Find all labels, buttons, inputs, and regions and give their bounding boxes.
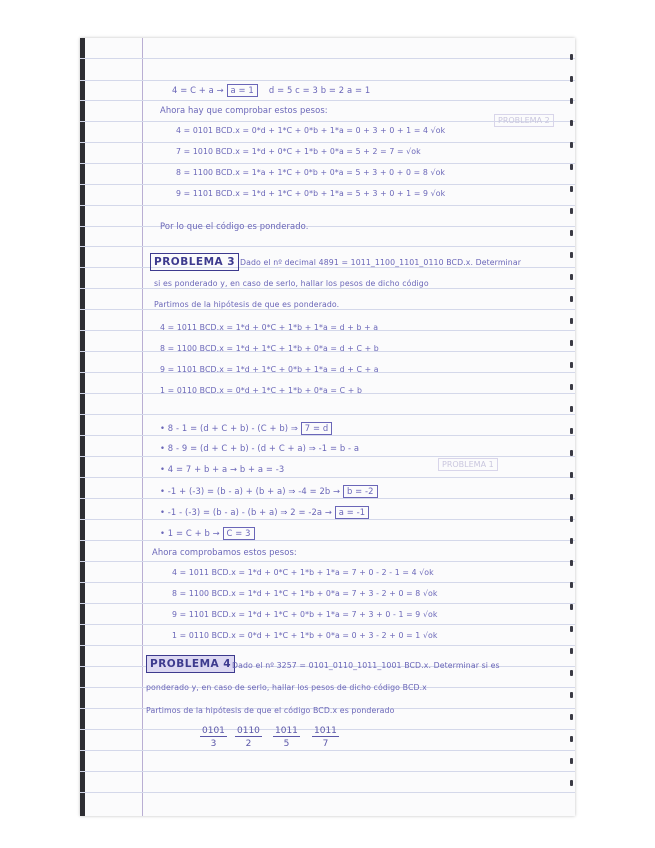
perforation-mark — [570, 230, 573, 236]
perforation-mark — [570, 560, 573, 566]
perforation-mark — [570, 208, 573, 214]
derivation-line — [160, 422, 332, 435]
problem-text: Dado el nº 3257 = 0101_0110_1011_1001 BCD.x. Determinar si es — [232, 661, 500, 670]
perforation-mark — [570, 494, 573, 500]
derivation-text: • 1 = C + b → — [160, 528, 220, 538]
conclusion-line: Por lo que el código es ponderado. — [160, 221, 309, 231]
ruled-line — [80, 792, 575, 793]
weights-result-line — [172, 84, 370, 97]
perforation-mark — [570, 516, 573, 522]
perforation-mark — [570, 450, 573, 456]
ruled-line — [80, 58, 575, 59]
check-line: 1 = 0110 BCD.x = 0*d + 1*C + 1*b + 0*a = 0 + 3 - 2 + 0 = 1 √ok — [172, 631, 438, 640]
perforation-mark — [570, 120, 573, 126]
boxed-result: a = -1 — [335, 506, 369, 519]
ruled-line — [80, 561, 575, 562]
ruled-line — [80, 226, 575, 227]
check-line: 4 = 0101 BCD.x = 0*d + 1*C + 0*b + 1*a = 0 + 3 + 0 + 1 = 4 √ok — [176, 126, 446, 135]
ruled-line — [80, 309, 575, 310]
note-line: Ahora hay que comprobar estos pesos: — [160, 105, 328, 115]
problem-text: ponderado y, en caso de serlo, hallar los pesos de dicho código BCD.x — [146, 683, 427, 692]
ruled-line — [80, 477, 575, 478]
bcd-digit-group — [200, 726, 227, 749]
check-line: 7 = 1010 BCD.x = 1*d + 0*C + 1*b + 0*a = 5 + 2 = 7 = √ok — [176, 147, 421, 156]
perforation-mark — [570, 604, 573, 610]
ruled-line — [80, 498, 575, 499]
ruled-line — [80, 519, 575, 520]
boxed-result: 7 = d — [301, 422, 333, 435]
ruled-line — [80, 603, 575, 604]
check-line: 8 = 1100 BCD.x = 1*d + 1*C + 1*b + 0*a = 7 + 3 - 2 + 0 = 8 √ok — [172, 589, 438, 598]
notebook-page — [80, 38, 575, 816]
problem-text: si es ponderado y, en caso de serlo, hallar los pesos de dicho código — [154, 279, 429, 288]
perforation-mark — [570, 252, 573, 258]
check-line: 9 = 1101 BCD.x = 1*d + 1*C + 0*b + 1*a = 5 + 3 + 0 + 1 = 9 √ok — [176, 189, 446, 198]
perforation-mark — [570, 582, 573, 588]
ruled-line — [80, 100, 575, 101]
bcd-digit-group — [312, 726, 339, 749]
problem-text: Partimos de la hipótesis de que es ponderado. — [154, 300, 340, 309]
bcd-digit-group — [273, 726, 300, 749]
ruled-line — [80, 771, 575, 772]
equation-line: 1 = 0110 BCD.x = 0*d + 1*C + 1*b + 0*a = C + b — [160, 386, 363, 395]
ruled-line — [80, 456, 575, 457]
ruled-line — [80, 645, 575, 646]
perforation-mark — [570, 428, 573, 434]
binary-code: 1011 — [275, 726, 298, 736]
ruled-line — [80, 80, 575, 81]
derivation-text: • -1 - (-3) = (b - a) - (b + a) ⇒ 2 = -2a → — [160, 507, 332, 517]
derivation-line — [160, 506, 369, 519]
perforation-mark — [570, 406, 573, 412]
binding-edge — [80, 38, 85, 816]
check-line: 8 = 1100 BCD.x = 1*a + 1*C + 0*b + 0*a = 5 + 3 + 0 + 0 = 8 √ok — [176, 168, 446, 177]
margin-line — [142, 38, 143, 816]
bcd-digit-group — [235, 726, 262, 749]
problem-text: Dado el nº decimal 4891 = 1011_1100_1101_0110 BCD.x. Determinar — [240, 258, 522, 267]
ruled-line — [80, 205, 575, 206]
check-line: 4 = 1011 BCD.x = 1*d + 0*C + 1*b + 1*a = 7 + 0 - 2 - 1 = 4 √ok — [172, 568, 434, 577]
perforation-mark — [570, 318, 573, 324]
decimal-digit: 7 — [322, 739, 329, 749]
decimal-digit: 5 — [283, 739, 290, 749]
show-through-heading: PROBLEMA 2 — [494, 114, 554, 127]
note-line: Ahora comprobamos estos pesos: — [152, 547, 297, 557]
perforation-mark — [570, 780, 573, 786]
boxed-result: a = 1 — [227, 84, 258, 97]
weights-values: d = 5 c = 3 b = 2 a = 1 — [268, 85, 371, 95]
ruled-line — [80, 142, 575, 143]
perforation-mark — [570, 692, 573, 698]
perforation-mark — [570, 362, 573, 368]
problem-4-heading: PROBLEMA 4 — [146, 655, 235, 673]
ruled-line — [80, 246, 575, 247]
perforation-mark — [570, 142, 573, 148]
ruled-line — [80, 750, 575, 751]
perforation-mark — [570, 98, 573, 104]
equation-line: 4 = 1011 BCD.x = 1*d + 0*C + 1*b + 1*a = d + b + a — [160, 323, 379, 332]
ruled-line — [80, 414, 575, 415]
perforation-mark — [570, 758, 573, 764]
perforation-mark — [570, 648, 573, 654]
perforation-mark — [570, 296, 573, 302]
perforation-mark — [570, 76, 573, 82]
binary-code: 0101 — [202, 726, 225, 736]
derivation-text: • -1 + (-3) = (b - a) + (b + a) ⇒ -4 = 2b → — [160, 486, 341, 496]
perforation-column — [569, 38, 573, 816]
derivation-line: • 4 = 7 + b + a → b + a = -3 — [160, 464, 285, 474]
perforation-mark — [570, 626, 573, 632]
ruled-line — [80, 163, 575, 164]
perforation-mark — [570, 538, 573, 544]
problem-text: Partimos de la hipótesis de que el código BCD.x es ponderado — [146, 706, 395, 715]
binary-code: 0110 — [237, 726, 260, 736]
perforation-mark — [570, 164, 573, 170]
perforation-mark — [570, 274, 573, 280]
derivation-line — [160, 485, 378, 498]
problem-3-heading: PROBLEMA 3 — [150, 253, 239, 271]
perforation-mark — [570, 472, 573, 478]
check-line: 9 = 1101 BCD.x = 1*d + 1*C + 0*b + 1*a = 7 + 3 + 0 - 1 = 9 √ok — [172, 610, 438, 619]
perforation-mark — [570, 54, 573, 60]
perforation-mark — [570, 714, 573, 720]
boxed-result: b = -2 — [343, 485, 378, 498]
show-through-heading: PROBLEMA 1 — [438, 458, 498, 471]
boxed-result: C = 3 — [223, 527, 255, 540]
ruled-line — [80, 435, 575, 436]
ruled-line — [80, 540, 575, 541]
equation-text: 4 = C + a → — [172, 85, 224, 95]
ruled-line — [80, 582, 575, 583]
perforation-mark — [570, 384, 573, 390]
decimal-digit: 3 — [210, 739, 217, 749]
equation-line: 9 = 1101 BCD.x = 1*d + 1*C + 0*b + 1*a = d + C + a — [160, 365, 379, 374]
decimal-digit: 2 — [245, 739, 252, 749]
ruled-line — [80, 624, 575, 625]
perforation-mark — [570, 670, 573, 676]
perforation-mark — [570, 736, 573, 742]
ruled-line — [80, 288, 575, 289]
ruled-line — [80, 184, 575, 185]
derivation-line: • 8 - 9 = (d + C + b) - (d + C + a) ⇒ -1 = b - a — [160, 443, 360, 453]
derivation-line — [160, 527, 255, 540]
equation-line: 8 = 1100 BCD.x = 1*d + 1*C + 1*b + 0*a = d + C + b — [160, 344, 379, 353]
derivation-text: • 8 - 1 = (d + C + b) - (C + b) ⇒ — [160, 423, 299, 433]
binary-code: 1011 — [314, 726, 337, 736]
perforation-mark — [570, 186, 573, 192]
perforation-mark — [570, 340, 573, 346]
